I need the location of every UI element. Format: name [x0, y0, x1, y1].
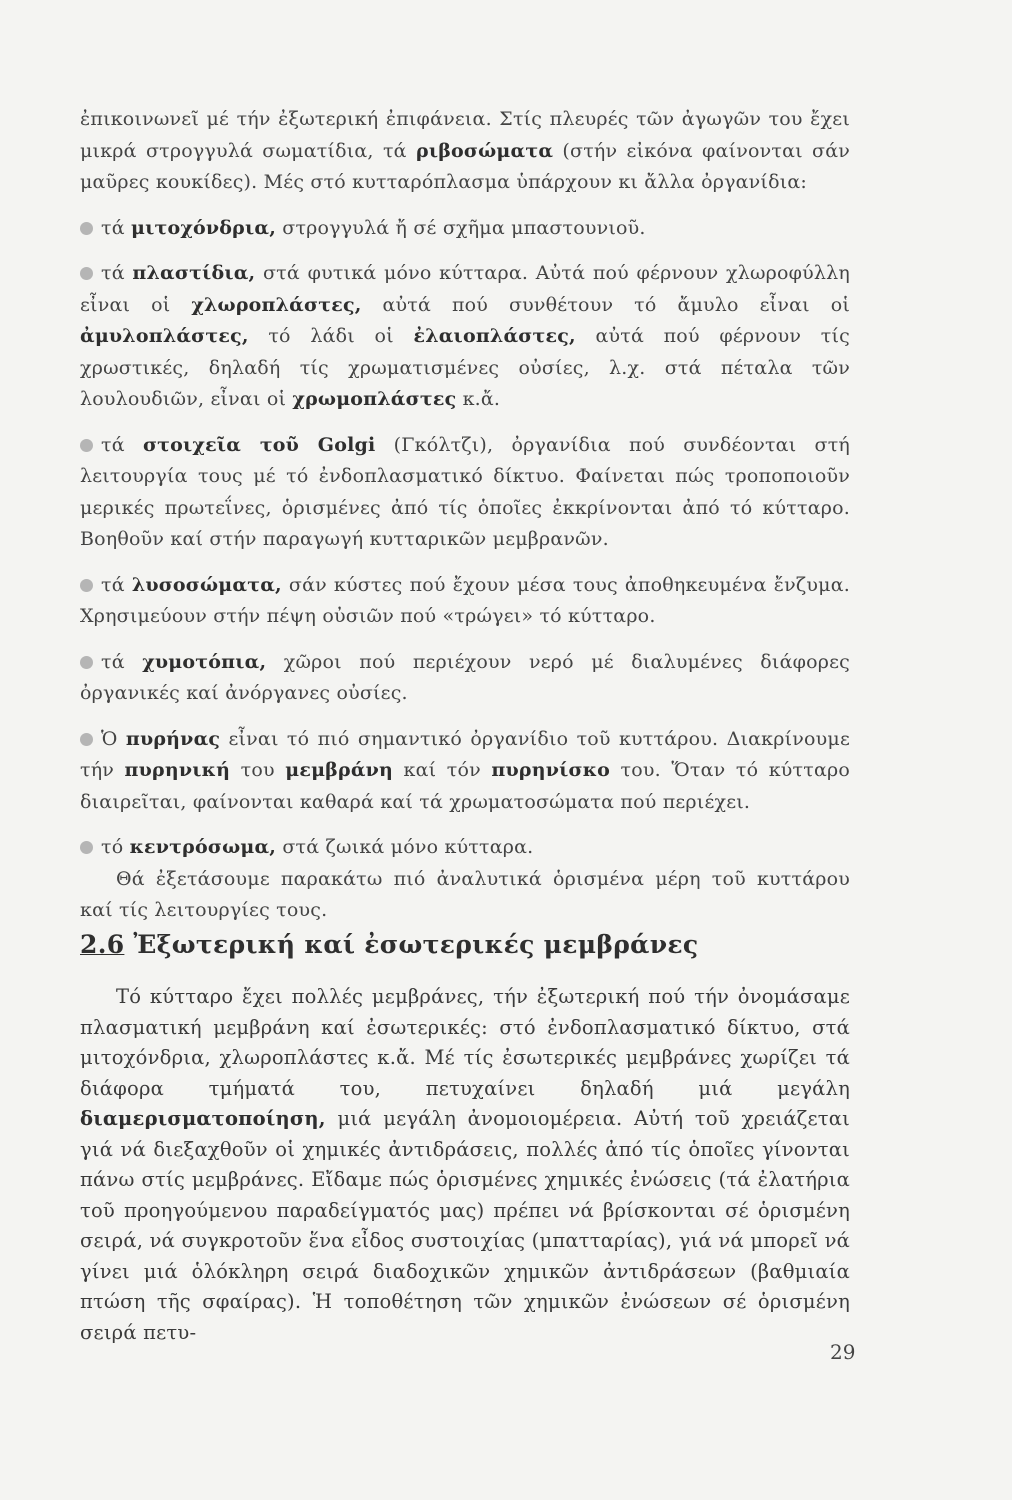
list-item-vacuoles: τά χυμοτόπια, χῶροι πού περιέχουν νερό μέ διαλυμένες διάφορες ὀργανικές καί ἀνόργανες οὐσίες.: [80, 650, 850, 704]
bullet-icon: [80, 733, 93, 746]
bullet-icon: [80, 579, 93, 592]
section-heading: [80, 930, 698, 959]
bullet-icon: [80, 267, 93, 280]
list-item-nucleus: Ὁ πυρήνας εἶναι τό πιό σημαντικό ὀργανίδιο τοῦ κυττάρου. Διακρίνουμε τήν πυρηνική του μεμβράνη καί τόν πυρηνίσκο του. Ὅταν τό κύτταρο διαιρεῖται, φαίνονται καθαρά καί τά χρωματοσώματα πού περιέχει.: [80, 727, 850, 813]
list-item-golgi: τά στοιχεῖα τοῦ Golgi (Γκόλτζι), ὀργανίδια πού συνδέονται στή λειτουργία τους μέ τό ἐνδοπλασματικό δίκτυο. Φαίνεται πώς τροποποιοῦν μερικές πρωτεΐνες, ὁρισμένες ἀπό τίς ὁποῖες ἐκκρίνονται ἀπό τό κύτταρο. Βοηθοῦν καί στήν παραγωγή κυτταρικῶν μεμβρανῶν.: [80, 433, 850, 550]
bullet-icon: [80, 656, 93, 669]
list-item-centrosome: τό κεντρόσωμα, στά ζωικά μόνο κύτταρα.: [80, 832, 850, 864]
list-item-lysosomes: τά λυσοσώματα, σάν κύστες πού ἔχουν μέσα τους ἀποθηκευμένα ἔνζυμα. Χρησιμεύουν στήν πέψη οὐσιῶν πού «τρώγει» τό κύτταρο.: [80, 573, 850, 627]
organelle-list: [80, 104, 850, 927]
continuation-paragraph: ἐπικοινωνεῖ μέ τήν ἐξωτερική ἐπιφάνεια. Στίς πλευρές τῶν ἀγωγῶν του ἔχει μικρά στρογγυλά σωματίδια, τά ριβοσώματα (στήν εἰκόνα φαίνονται σάν μαῦρες κουκίδες). Μές στό κυτταρόπλασμα ὑπάρχουν κι ἄλλα ὀργανίδια:: [80, 108, 850, 193]
page-number: 29: [830, 1340, 856, 1364]
section-title: Ἐξωτερική καί ἐσωτερικές μεμβράνες: [133, 930, 699, 959]
bullet-icon: [80, 439, 93, 452]
bullet-icon: [80, 841, 93, 854]
list-item-plastids: τά πλαστίδια, στά φυτικά μόνο κύτταρα. Αὐτά πού φέρνουν χλωροφύλλη εἶναι οἱ χλωροπλάστες, αὐτά πού συνθέτουν τό ἄμυλο εἶναι οἱ ἀμυλοπλάστες, τό λάδι οἱ ἐλαιοπλάστες, αὐτά πού φέρνουν τίς χρωστικές, δηλαδή τίς χρωματισμένες οὐσίες, λ.χ. στά πέταλα τῶν λουλουδιῶν, εἶναι οἱ χρωμοπλάστες κ.ἄ.: [80, 262, 850, 410]
bullet-icon: [80, 222, 93, 235]
list-item-mitochondria: τά μιτοχόνδρια, στρογγυλά ἤ σέ σχῆμα μπαστουνιοῦ.: [80, 213, 850, 245]
closing-paragraph: Θά ἐξετάσουμε παρακάτω πιό ἀναλυτικά ὁρισμένα μέρη τοῦ κυττάρου καί τίς λειτουργίες τους.: [80, 867, 850, 921]
section-number: 2.6: [80, 930, 125, 959]
section-paragraph: Τό κύτταρο ἔχει πολλές μεμβράνες, τήν ἐξωτερική πού τήν ὀνομάσαμε πλασματική μεμβράνη καί ἐσωτερικές: στό ἐνδοπλασματικό δίκτυο, στά μιτοχόνδρια, χλωροπλάστες κ.ἄ. Μέ τίς ἐσωτερικές μεμβράνες χωρίζει τά διάφορα τμήματά του, πετυχαίνει δηλαδή μιά μεγάλη διαμερισματοποίηση, μιά μεγάλη ἀνομοιομέρεια. Αὐτή τοῦ χρειάζεται γιά νά διεξαχθοῦν οἱ χημικές ἀντιδράσεις, πολλές ἀπό τίς ὁποῖες γίνονται πάνω στίς μεμβράνες. Εἴδαμε πώς ὁρισμένες χημικές ἐνώσεις (τά ἐλατήρια τοῦ προηγούμενου παραδείγματός μας) πρέπει νά βρίσκονται σέ ὁρισμένη σειρά, νά συγκροτοῦν ἕνα εἶδος συστοιχίας (μπατταρίας), γιά νά μπορεῖ νά γίνει μιά ὁλόκληρη σειρά διαδοχικῶν χημικῶν ἀντιδράσεων (βαθμιαία πτώση τῆς σφαίρας). Ἡ τοποθέτηση τῶν χημικῶν ἐνώσεων σέ ὁρισμένη σειρά πετυ-: [80, 985, 850, 1344]
section-body: [80, 982, 850, 1348]
